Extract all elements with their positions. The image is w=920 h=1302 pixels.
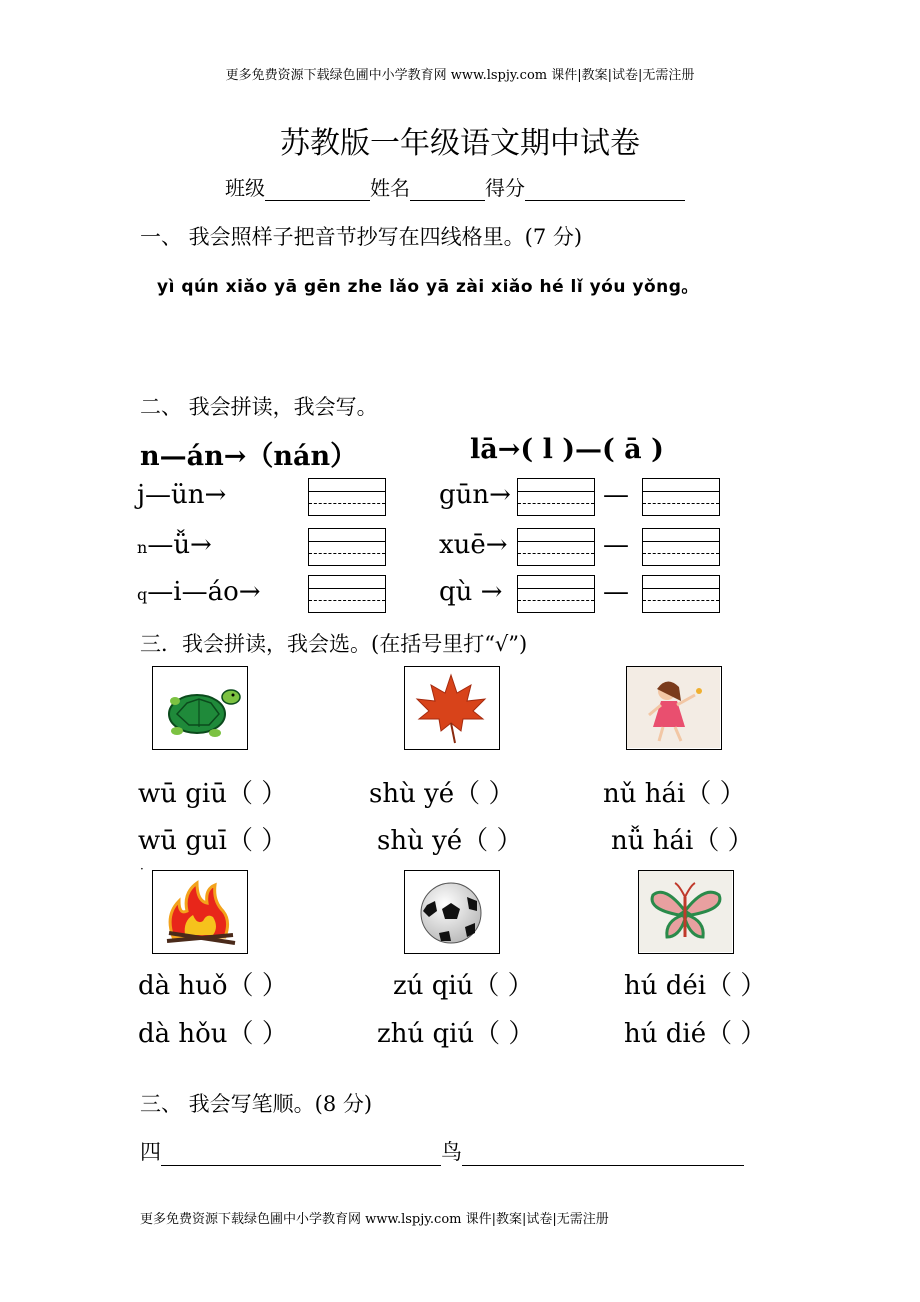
turtle-icon [153,667,246,748]
stray-dot: · [140,862,144,876]
grid-dash: — [603,577,629,607]
student-info [225,172,685,201]
section3-heading: 三．我会拼读，我会选。(在括号里打“√”) [140,632,528,656]
spell-row3-left: q—i—áo→ [137,577,261,607]
choice-item[interactable]: dà huǒ（ ） [138,971,288,1001]
name-blank[interactable] [410,180,485,201]
page-footer: 更多免费资源下载绿色圃中小学教育网 www.lspjy.com 课件|教案|试卷|无需注册 [140,1212,609,1227]
choice-item[interactable]: hú dié（ ） [624,1019,767,1049]
picture-girl [626,666,722,750]
page-title: 苏教版一年级语文期中试卷 [280,126,640,161]
spell-row2-left: n—ǚ→ [137,530,212,560]
picture-leaf [404,666,500,750]
picture-fire [152,870,248,954]
picture-butterfly [638,870,734,954]
choice-item[interactable]: wū guī（ ） [138,826,288,856]
butterfly-icon [639,871,732,952]
section1-pinyin: yì qún xiǎo yā gēn zhe lǎo yā zài xiǎo hé lǐ yóu yǒng。 [157,277,699,297]
choice-item[interactable]: zú qiú（ ） [393,971,534,1001]
score-blank[interactable] [525,180,685,201]
example-right: lā→( l )—( ā ) [470,434,664,465]
section1-heading: 一、 我会照样子把音节抄写在四线格里。(7 分) [140,225,583,249]
spell-row1-left: j—ün→ [137,480,227,510]
char-si: 四 [140,1140,161,1164]
spell-row1-right: gūn→ [439,480,511,510]
name-label: 姓名 [370,176,410,200]
picture-football [404,870,500,954]
section2-heading: 二、 我会拼读，我会写。 [140,395,378,419]
grid-dash: — [603,480,629,510]
choice-item[interactable]: hú déi（ ） [624,971,767,1001]
choice-item[interactable]: nǔ hái（ ） [603,779,746,809]
section4-heading: 三、 我会写笔顺。(8 分) [140,1092,373,1116]
writing-grid[interactable] [642,528,720,566]
football-icon [405,871,498,952]
writing-grid[interactable] [308,478,386,516]
stroke-order-line [140,1136,744,1166]
choice-item[interactable]: zhú qiú（ ） [377,1019,535,1049]
writing-grid[interactable] [308,575,386,613]
example-left: n—án→（nán） [140,441,358,472]
stroke-blank-niao[interactable] [462,1141,744,1166]
class-blank[interactable] [265,180,370,201]
picture-turtle [152,666,248,750]
writing-grid[interactable] [517,478,595,516]
score-label: 得分 [485,176,525,200]
writing-grid[interactable] [517,575,595,613]
writing-grid[interactable] [308,528,386,566]
spell-row2-right: xuē→ [439,530,508,560]
grid-dash: — [603,530,629,560]
choice-item[interactable]: shù yé（ ） [377,826,523,856]
writing-grid[interactable] [642,575,720,613]
stroke-blank-si[interactable] [161,1141,441,1166]
choice-item[interactable]: shù yé（ ） [369,779,515,809]
choice-row [138,773,287,810]
spell-row3-right: qù → [439,577,503,607]
maple-leaf-icon [405,667,498,748]
char-niao: 鸟 [441,1140,462,1164]
girl-icon [627,667,720,748]
fire-icon [153,871,246,952]
class-label: 班级 [225,176,265,200]
choice-item[interactable]: nǚ hái（ ） [611,826,754,856]
page-header: 更多免费资源下载绿色圃中小学教育网 www.lspjy.com 课件|教案|试卷|无需注册 [225,68,695,83]
writing-grid[interactable] [517,528,595,566]
choice-item[interactable]: wū giū（ ） [138,779,288,809]
choice-item[interactable]: dà hǒu（ ） [138,1019,288,1049]
writing-grid[interactable] [642,478,720,516]
